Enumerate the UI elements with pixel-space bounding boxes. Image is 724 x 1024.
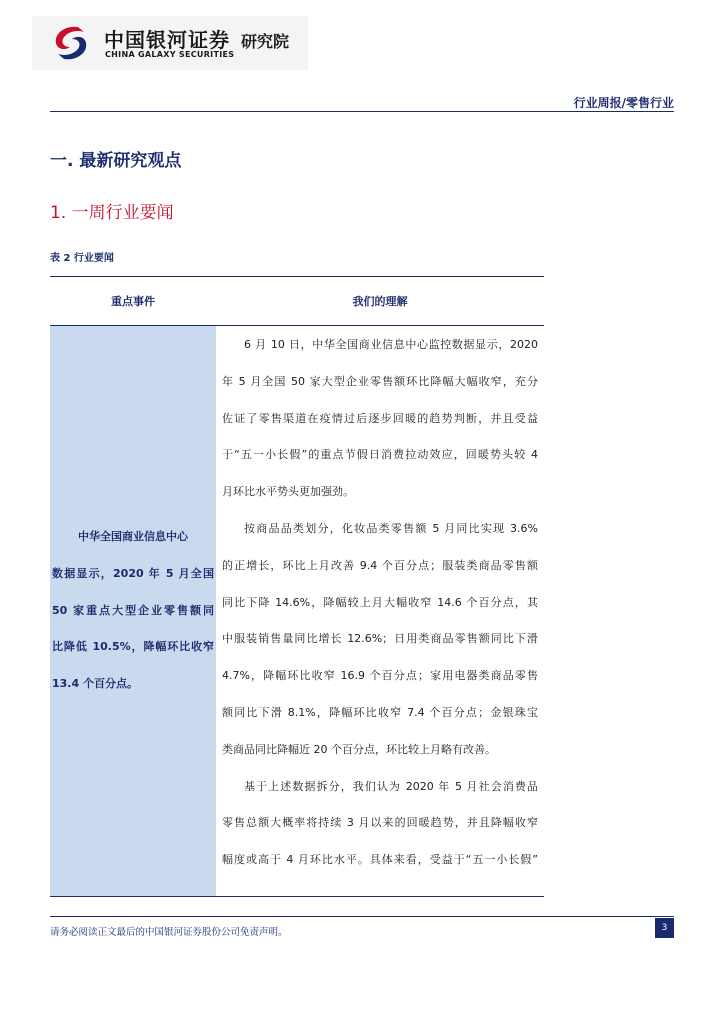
logo-english-name: CHINA GALAXY SECURITIES: [105, 50, 235, 59]
event-line: 13.4 个百分点。: [52, 677, 138, 691]
logo-chinese-name: 中国银河证券: [104, 28, 230, 52]
table-top-rule: [50, 276, 544, 277]
analysis-line: 额同比下滑 8.1%，降幅环比收窄 7.4 个百分点；金银珠宝: [222, 705, 538, 719]
table-header-events: 重点事件: [111, 295, 155, 308]
report-category: 行业周报/零售行业: [573, 96, 674, 110]
header-divider: [50, 111, 674, 112]
analysis-line: 的正增长，环比上月改善 9.4 个百分点；服装类商品零售额: [222, 558, 538, 572]
section-title: 一. 最新研究观点: [50, 151, 182, 171]
analysis-line: 4.7%，降幅环比收窄 16.9 个百分点；家用电器类商品零售: [222, 669, 538, 683]
analysis-line: 月环比水平势头更加强劲。: [222, 485, 354, 499]
subsection-title: 1. 一周行业要闻: [50, 203, 174, 223]
footer-divider: [50, 916, 674, 917]
event-line: 中华全国商业信息中心: [78, 530, 188, 543]
event-text: [50, 519, 216, 703]
analysis-line: 零售总额大概率将持续 3 月以来的回暖趋势，并且降幅收窄: [222, 816, 538, 830]
footer-disclaimer: 请务必阅读正文最后的中国银河证券股份公司免责声明。: [50, 927, 288, 938]
analysis-line: 基于上述数据拆分，我们认为 2020 年 5 月社会消费品: [244, 779, 538, 793]
page-number: 3: [655, 918, 674, 938]
event-line: 50 家重点大型企业零售额同: [52, 603, 214, 617]
table-header-analysis: 我们的理解: [352, 295, 408, 308]
event-line: 数据显示，2020 年 5 月全国: [52, 566, 214, 580]
analysis-line: 按商品品类划分，化妆品类零售额 5 月同比实现 3.6%: [244, 521, 538, 535]
analysis-line: 年 5 月全国 50 家大型企业零售额环比降幅大幅收窄，充分: [222, 374, 538, 388]
analysis-line: 同比下降 14.6%，降幅较上月大幅收窄 14.6 个百分点，其: [222, 595, 538, 609]
analysis-line: 幅度或高于 4 月环比水平。具体来看，受益于“五一小长假”: [222, 853, 538, 867]
analysis-cell: [222, 327, 538, 879]
analysis-line: 类商品同比降幅近 20 个百分点，环比较上月略有改善。: [222, 742, 496, 756]
event-line: 比降低 10.5%，降幅环比收窄: [52, 640, 214, 654]
analysis-line: 中服装销售量同比增长 12.6%；日用类商品零售额同比下滑: [222, 632, 538, 646]
company-logo: [32, 16, 308, 70]
logo-research-institute: 研究院: [241, 32, 290, 51]
table-bottom-rule: [50, 896, 544, 897]
analysis-line: 6 月 10 日，中华全国商业信息中心监控数据显示，2020: [244, 338, 538, 351]
analysis-line: 于“五一小长假”的重点节假日消费拉动效应，回暖势头较 4: [222, 448, 538, 462]
galaxy-logo-icon: [48, 23, 94, 63]
analysis-line: 佐证了零售渠道在疫情过后逐步回暖的趋势判断，并且受益: [222, 411, 538, 425]
table-caption: 表 2 行业要闻: [50, 253, 114, 264]
event-cell: [50, 326, 216, 896]
